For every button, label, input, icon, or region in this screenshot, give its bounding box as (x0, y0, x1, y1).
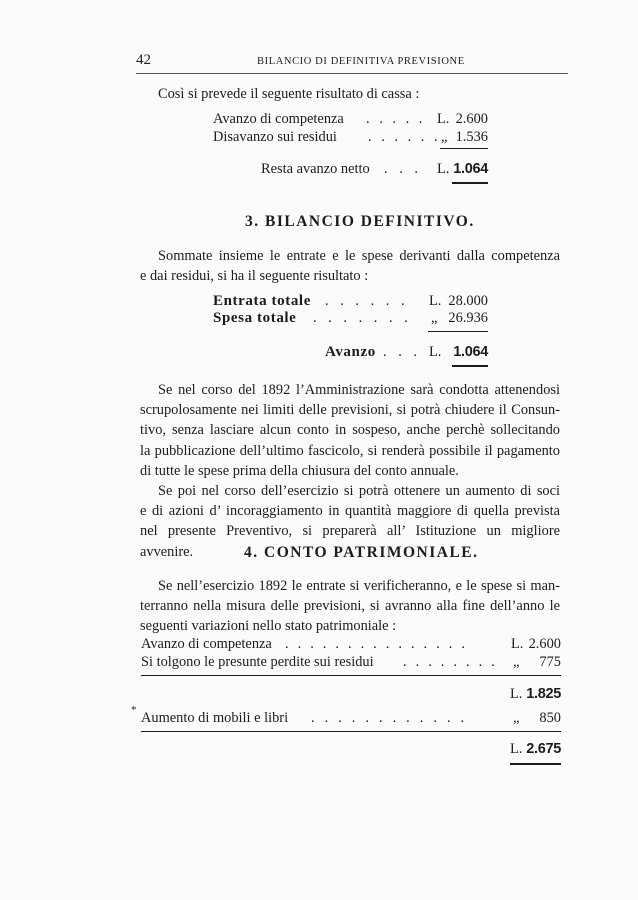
row-dots: . . . . . . . . . . . . . . . (285, 636, 468, 652)
cash-subtotal-rule (440, 148, 488, 149)
row-label: Entrata totale (213, 293, 311, 309)
row-value: 26.936 (448, 310, 488, 326)
text-line: Se poi nel corso dell’esercizio si potrà ottenere un aumento di soci (158, 483, 560, 499)
text-line: seguenti variazioni nello stato patrimoniale : (140, 618, 397, 635)
row-label: Avanzo di competenza (213, 111, 344, 127)
net-dots: . . . (384, 161, 422, 177)
result-value: 1.064 (453, 344, 488, 360)
row-value: 2.600 (455, 111, 488, 127)
row-currency: „ (441, 129, 448, 145)
page-number: 42 (136, 52, 151, 68)
result-label: Avanzo (325, 344, 376, 360)
section3-row-spesa (213, 308, 488, 328)
text-line: e di azioni d’ incoraggiamento in quantità maggiore di quella prevista (140, 503, 560, 520)
row-currency: „ (513, 654, 520, 670)
total-value: 2.675 (526, 741, 561, 757)
cash-row-avanzo (213, 109, 488, 129)
section4-subtotal-rule-1 (141, 675, 561, 676)
row-dots: . . . . . . (368, 129, 441, 145)
row-dots: . . . . . . . (313, 310, 412, 326)
row-label: Aumento di mobili e libri (141, 710, 289, 726)
section4-row-perdite (141, 652, 561, 672)
body-paragraph-1 (140, 380, 560, 481)
row-label: Si tolgono le presunte perdite sui residui (141, 654, 374, 670)
text-line: e dai residui, si ha il seguente risultato : (140, 268, 369, 285)
text-line: Se nell’esercizio 1892 le entrate si verificheranno, e le spese si man- (158, 578, 560, 594)
net-label: Resta avanzo netto (261, 161, 370, 177)
section4-row-mobili (141, 708, 561, 728)
row-currency: L. (437, 111, 450, 127)
text-line: scrupolosamente nei limiti delle previsioni, si potrà chiudere il Consun- (140, 402, 560, 419)
section3-subtotal-rule (428, 331, 488, 332)
row-value: 1.536 (455, 129, 488, 145)
net-currency: L. (437, 161, 450, 177)
cash-net-rule (452, 182, 488, 184)
section3-paragraph (140, 246, 560, 286)
row-label: Disavanzo sui residui (213, 129, 337, 145)
cash-net-row (261, 159, 488, 179)
section4-total (510, 739, 561, 759)
section3-heading: 3. BILANCIO DEFINITIVO. (245, 213, 475, 230)
text-line: tivo, senza lasciare alcun conto in sospeso, anche perchè sollecitando (140, 422, 560, 439)
section4-subtotal-rule-2 (141, 731, 561, 732)
section4-paragraph (140, 576, 560, 637)
text-line: terranno nella misura delle previsioni, si avranno alla fine dell’anno le (140, 598, 560, 615)
section4-heading: 4. CONTO PATRIMONIALE. (244, 544, 479, 561)
text-line: di tutte le spese prima della chiusura del conto annuale. (140, 462, 459, 479)
text-line: nel presente Preventivo, si preparerà all’ Istituzione un migliore avvenire. (140, 523, 560, 560)
net-value: 1.064 (453, 161, 488, 177)
row-value: 850 (539, 710, 561, 726)
subtotal-currency: L. (510, 686, 523, 702)
row-value: 775 (539, 654, 561, 670)
row-value: 28.000 (448, 293, 488, 309)
row-dots: . . . . . . (325, 293, 409, 309)
row-currency: L. (511, 636, 524, 652)
row-dots: . . . . . . . . (403, 654, 498, 670)
cash-intro: Così si prevede il seguente risultato di cassa : (158, 86, 420, 102)
text-line: Sommate insieme le entrate e le spese derivanti dalla competenza (158, 248, 560, 264)
result-currency: L. (429, 344, 442, 360)
row-dots: . . . . . (366, 111, 426, 127)
section4-total-rule (510, 763, 561, 765)
row-currency: „ (513, 710, 520, 726)
text-line: la pubblicazione dell’ultimo fascicolo, si renderà possibile il pagamento (140, 442, 560, 459)
section3-result-row (325, 342, 488, 362)
section4-row-avanzo (141, 634, 561, 654)
row-label: Spesa totale (213, 310, 297, 326)
cash-row-disavanzo (213, 127, 488, 147)
row-label: Avanzo di competenza (141, 636, 272, 652)
total-currency: L. (510, 741, 523, 757)
row-dots: . . . . . . . . . . . . (311, 710, 468, 726)
header-rule (136, 73, 568, 74)
asterisk-mark: * (131, 704, 137, 716)
section4-subtotal (510, 684, 561, 704)
subtotal-value: 1.825 (526, 686, 561, 702)
text-line: Se nel corso del 1892 l’Amministrazione sarà condotta attenendosi (158, 382, 560, 398)
row-currency: L. (429, 293, 442, 309)
row-value: 2.600 (528, 636, 561, 652)
section3-result-rule (452, 365, 488, 367)
result-dots: . . . (383, 344, 421, 360)
row-currency: „ (431, 310, 438, 326)
running-title: BILANCIO DI DEFINITIVA PREVISIONE (257, 56, 465, 67)
